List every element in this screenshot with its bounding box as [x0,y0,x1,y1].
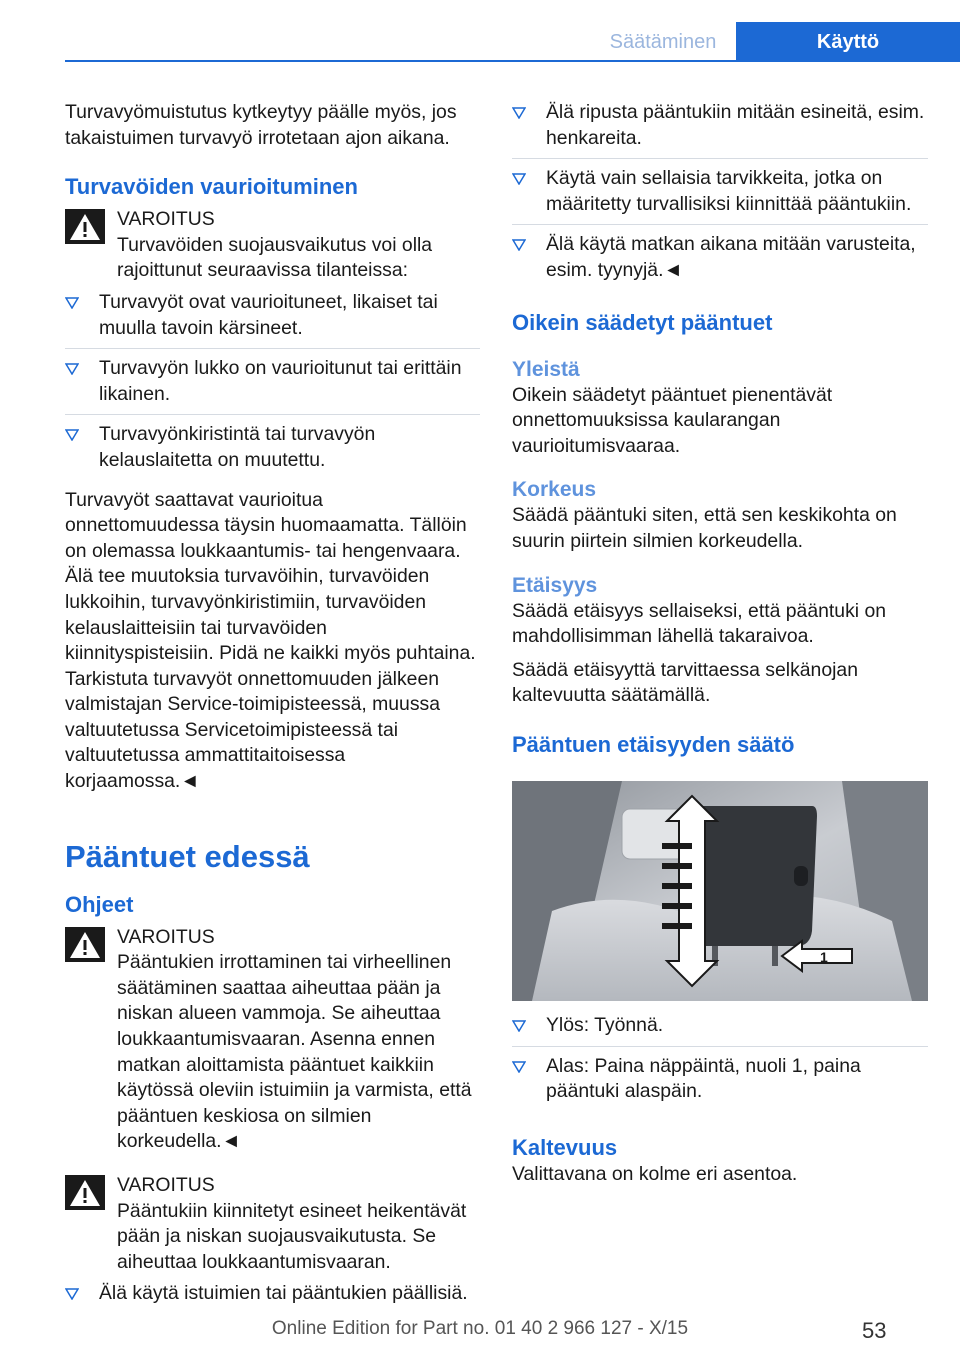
header-chapter-tab: Käyttö [736,22,960,60]
header-rule [65,60,960,62]
header-section-tab: Säätäminen [609,31,717,53]
triangle-bullet-icon [512,1061,526,1073]
list-item [65,1281,480,1314]
heading-height: Korkeus [512,478,597,502]
list-item [512,100,928,159]
heading-distance: Etäisyys [512,573,598,597]
list-item [512,1013,928,1047]
heading-instructions: Ohjeet [65,891,134,917]
tilt-paragraph: Valittavana on kolme eri asentoa. [512,1162,798,1185]
list-item-text: Ylös: Työnnä. [546,1013,664,1036]
belt-damage-paragraph: Turvavyöt saattavat vaurioitua onnettomuudessa täysin huomaamatta. Tällöin on olemassa loukkaantumis- tai hengenvaara. Älä tee muutoksia turvavöihin, turvavöiden lukkoihin, turvavyönkiristimiin, turvavöiden kelauslaitteisiin tai turvavöiden kiinnityspisteisiin. Pidä ne kaikki myös puhtaina. Tarkistuta turvavyöt onnettomuuden jälkeen valmistajan Service-toimipisteessä, muussa valtuutetussa Servicetoimipisteessä tai valtuutetussa ammattitaitoisessa korjaamossa.◄ [65,488,476,793]
triangle-bullet-icon [65,429,79,441]
triangle-bullet-icon [512,173,526,185]
triangle-bullet-icon [65,297,79,309]
list-item-text: Alas: Paina näppäintä, nuoli 1, paina pääntuki alaspäin. [546,1054,861,1103]
footer-edition: Online Edition for Part no. 01 40 2 966 127 - X/15 [271,1318,689,1339]
list-item [65,422,480,480]
general-paragraph: Oikein säädetyt pääntuet pienentävät onnettomuuksissa kaularangan vaurioitumisvaaraa. [512,383,833,457]
height-paragraph: Säädä pääntuki siten, että sen keskikohta on suurin piirtein silmien korkeudella. [512,504,897,552]
warning-icon [65,209,105,244]
warning-label: VAROITUS [117,208,215,231]
warning-icon [65,927,105,962]
list-item [512,1054,928,1112]
adjustment-list [512,1013,928,1112]
list-item [65,356,480,415]
headrest-figure [512,781,928,1001]
distance-paragraph-2: Säädä etäisyyttä tarvittaessa selkänojan kaltevuutta säätämällä. [512,658,859,707]
right-column [512,100,928,1187]
list-item [512,232,928,290]
warning-text: Pääntukien irrottaminen tai virheellinen säätäminen saattaa aiheuttaa pään ja niskan alueen vammoja. Se aiheuttaa loukkaantumisvaaran. Asenna ennen matkan aloittamista pääntuet kaikkiin käytössä oleviin istuimiin ja varmista, että pääntuen keskiosa on silmien korkeudella.◄ [117,951,472,1153]
heading-correct-headrests: Oikein säädetyt pääntuet [512,309,773,335]
headrest-photo [512,781,928,1001]
heading-general: Yleistä [512,357,580,381]
list-item-text: Turvavyöt ovat vaurioituneet, likaiset tai muulla tavoin kärsineet. [99,290,438,339]
intro-paragraph: Turvavyömuistutus kytkeytyy päälle myös, jos takaistuimen turvavyö irrotetaan ajon aikana. [65,101,457,149]
warning-label: VAROITUS [117,1174,215,1196]
warning-attached-objects [65,1173,480,1275]
warning-text-span: Turvavöiden suojausvaikutus voi olla rajoittunut seuraavissa tilanteissa: [117,233,433,282]
triangle-bullet-icon [65,363,79,375]
heading-tilt: Kaltevuus [512,1134,618,1160]
list-item [512,166,928,225]
distance-paragraph-1: Säädä etäisyys sellaiseksi, että pääntuki on mahdollisimman lähellä takaraivoa. [512,599,887,648]
heading-belt-damage: Turvavöiden vaurioituminen [65,174,358,200]
list-item-text: Turvavyönkiristintä tai turvavyön kelauslaitetta on muutettu. [99,423,376,471]
belt-damage-list [65,290,480,481]
attached-objects-list [65,1281,480,1314]
warning-belt-damage [65,207,480,284]
list-item-text: Älä käytä istuimien tai pääntukien päällisiä. [99,1282,468,1305]
figure-callout-label: 1 [820,948,828,965]
warning-headrest-removal [65,925,480,1155]
triangle-bullet-icon [65,1288,79,1300]
list-item-text: Käytä vain sellaisia tarvikkeita, jotka on määritetty turvallisiksi kiinnittää pääntukiin. [546,167,912,215]
accessory-list [512,100,928,291]
triangle-bullet-icon [512,107,526,119]
warning-text [65,233,480,284]
warning-label: VAROITUS [117,925,215,948]
triangle-bullet-icon [512,239,526,251]
left-column [65,100,480,1321]
heading-distance-adjustment: Pääntuen etäisyyden säätö [512,731,795,757]
page-number: 53 [862,1318,887,1343]
list-item-text: Älä käytä matkan aikana mitään varusteita, esim. tyynyjä.◄ [546,233,916,281]
warning-text: Pääntukiin kiinnitetyt esineet heikentävät pään ja niskan suojausvaikutusta. Se aiheuttaa loukkaantumisvaaran. [117,1199,467,1273]
list-item-text: Turvavyön lukko on vaurioitunut tai erittäin likainen. [99,357,462,405]
heading-front-headrests: Pääntuet edessä [65,838,310,874]
warning-icon [65,1175,105,1210]
list-item-text: Älä ripusta pääntukiin mitään esineitä, esim. henkareita. [546,101,925,149]
triangle-bullet-icon [512,1020,526,1032]
list-item [65,290,480,349]
